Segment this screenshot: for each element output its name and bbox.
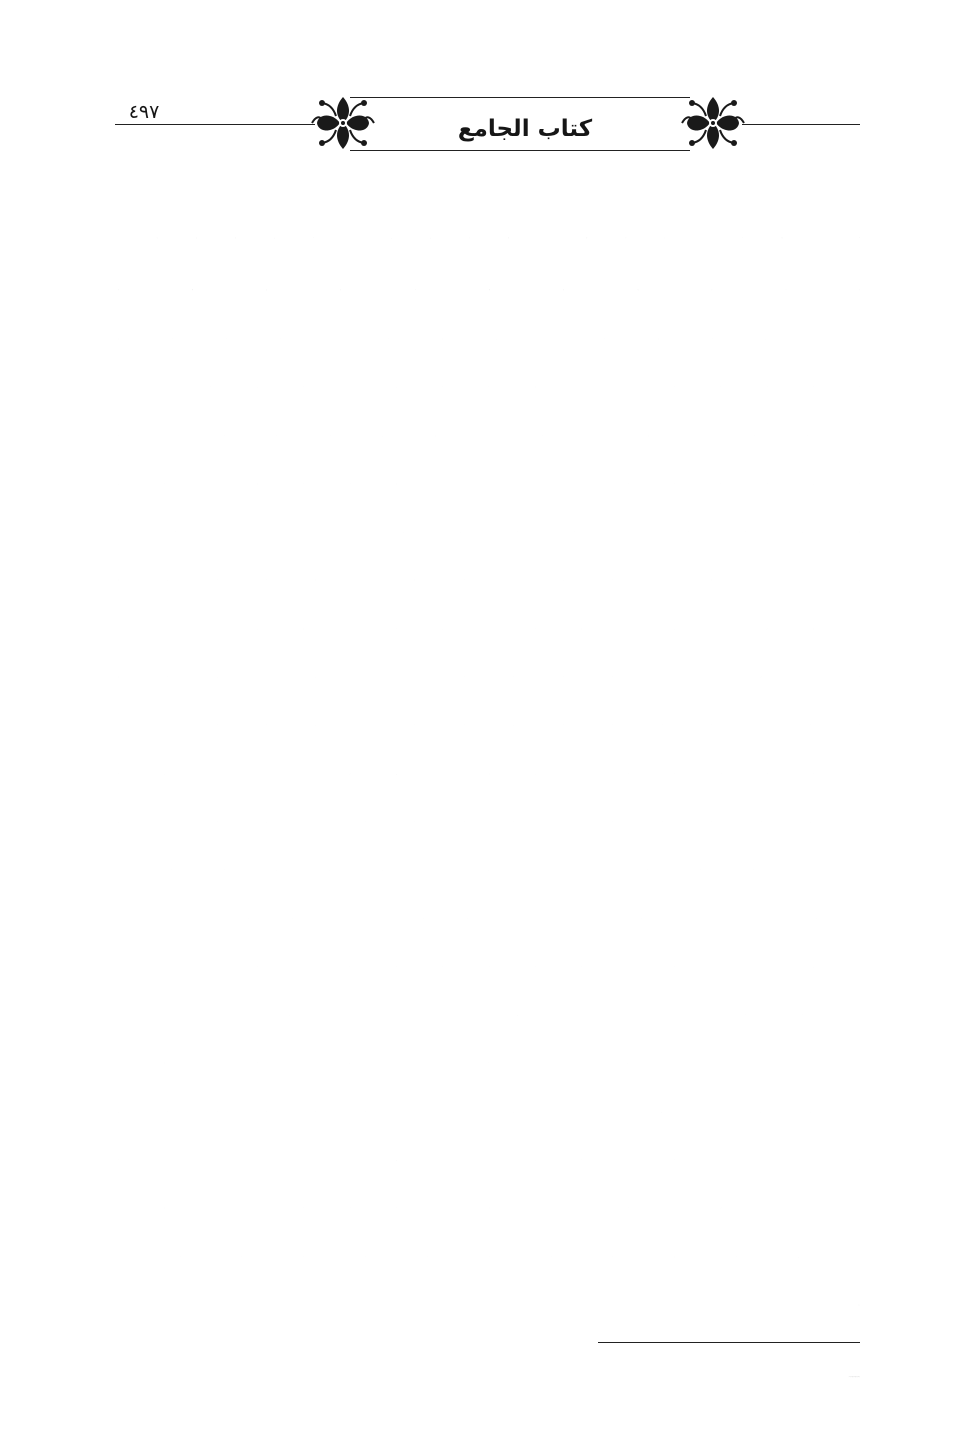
- floral-ornament-right-icon: [680, 94, 746, 152]
- body-line: [118, 460, 860, 508]
- footnote: [118, 1361, 860, 1393]
- body-line: [118, 701, 860, 749]
- hadith-block: [118, 212, 860, 316]
- footnote-separator: [598, 1342, 860, 1343]
- page-number-rule: [115, 124, 315, 125]
- body-line: [118, 1088, 860, 1136]
- body-line: [118, 1233, 860, 1281]
- body-line: [118, 991, 860, 1039]
- hadith-line: [118, 212, 860, 264]
- commentary-body: [118, 315, 860, 1329]
- body-line: [118, 798, 860, 846]
- floral-ornament-icon: [680, 94, 746, 152]
- body-line: [118, 895, 860, 943]
- body-line: [118, 508, 860, 556]
- chapter-title: كتاب الجامع: [457, 116, 593, 142]
- page-number: ٤٩٧: [128, 101, 160, 123]
- header-bottom-rule: [350, 150, 690, 151]
- body-line: [118, 1136, 860, 1184]
- floral-ornament-icon: [310, 94, 376, 152]
- body-line: [118, 315, 860, 363]
- body-line: [118, 846, 860, 894]
- body-line: [118, 605, 860, 653]
- body-line: [118, 653, 860, 701]
- body-line: [118, 1184, 860, 1232]
- body-line: [118, 1281, 860, 1329]
- hadith-line: [118, 264, 860, 316]
- header-top-rule: [350, 97, 690, 98]
- body-line: [118, 363, 860, 411]
- body-line: [118, 750, 860, 798]
- body-line: [118, 943, 860, 991]
- floral-ornament-left-icon: [310, 94, 376, 152]
- body-line: [118, 1039, 860, 1087]
- section-heading: [118, 167, 860, 201]
- body-line: [118, 556, 860, 604]
- header-right-rule: [742, 124, 860, 125]
- body-line: [118, 412, 860, 460]
